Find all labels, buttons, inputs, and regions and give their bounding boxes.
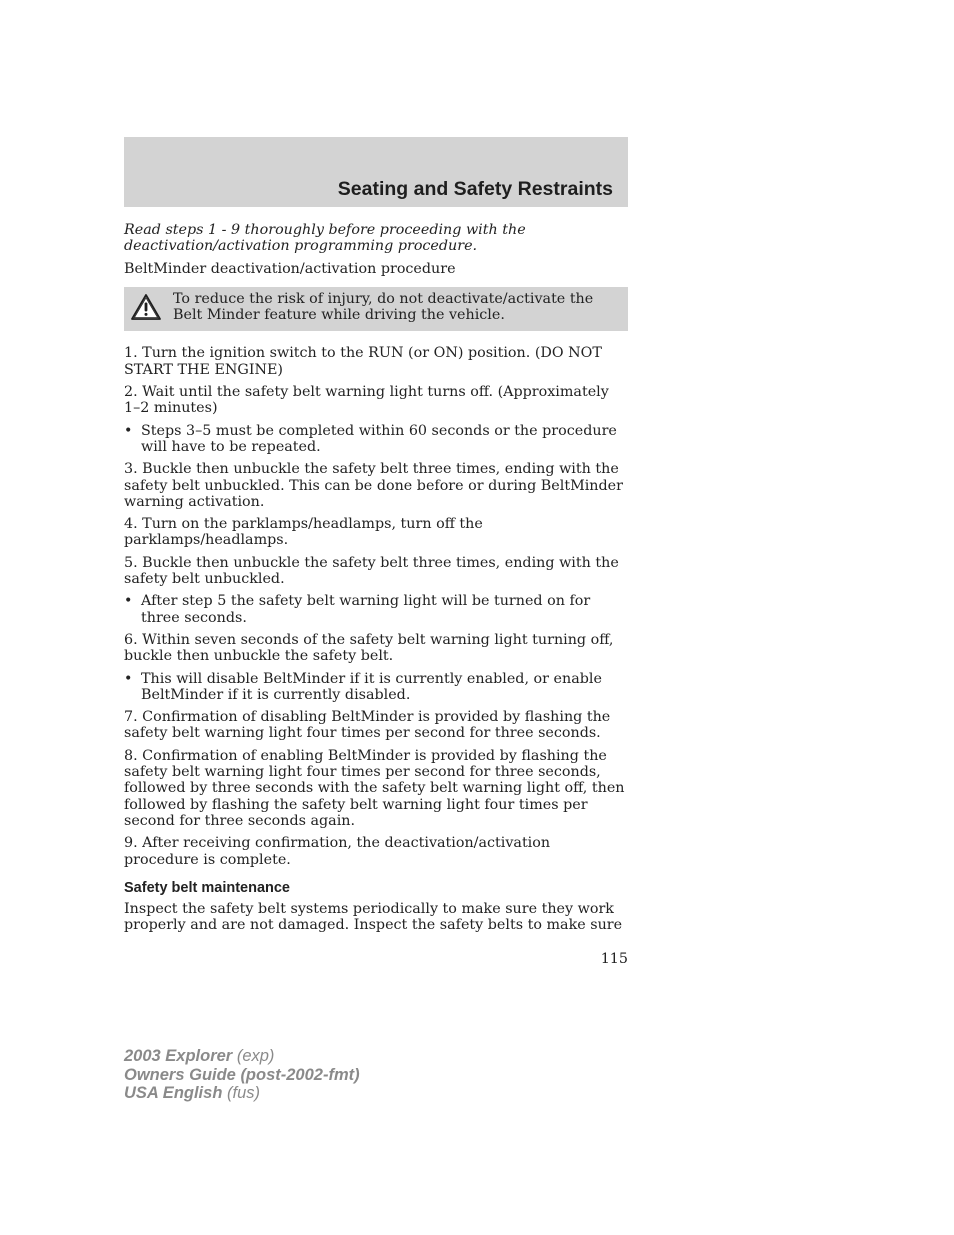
bullet-dot: • [124,670,133,687]
footer-model: 2003 Explorer [124,1047,233,1065]
step-7: 7. Confirmation of disabling BeltMinder is provided by flashing the safety belt warning light four times per second for three seconds. [124,709,611,742]
footer-model-code: (exp) [236,1047,275,1065]
warning-text: To reduce the risk of injury, do not deactivate/activate the Belt Minder feature while driving the vehicle. [173,290,594,324]
step-3: 3. Buckle then unbuckle the safety belt three times, ending with the safety belt unbuckled. This can be done before or during BeltMinder warning activation. [124,461,623,510]
step-1: 1. Turn the ignition switch to the RUN (or ON) position. (DO NOT START THE ENGINE) [124,345,602,378]
footer-language-code: (fus) [227,1084,260,1103]
step-4: 4. Turn on the parklamps/headlamps, turn off the parklamps/headlamps. [124,516,483,549]
document-footer [124,1047,360,1103]
bullet-text: This will disable BeltMinder if it is currently enabled, or enable BeltMinder if it is currently disabled. [141,670,602,703]
maintenance-heading: Safety belt maintenance [124,879,290,896]
intro-note: Read steps 1 - 9 thoroughly before proceeding with the deactivation/activation programming procedure. [124,222,526,255]
footer-line-1 [124,1047,360,1066]
footer-line-2 [124,1066,360,1085]
bullet-dot: • [124,593,133,610]
warning-box [124,287,628,332]
page-number: 115 [600,950,628,967]
bullet-dot: • [124,422,133,439]
step-2: 2. Wait until the safety belt warning light turns off. (Approximately 1–2 minutes) [124,384,609,417]
footer-line-3 [124,1084,360,1103]
bullet-item [124,593,628,626]
warning-triangle-icon [130,293,162,321]
bullet-text: After step 5 the safety belt warning light will be turned on for three seconds. [141,593,591,626]
procedure-title: BeltMinder deactivation/activation procedure [124,260,456,277]
section-title: Seating and Safety Restraints [337,178,613,200]
page-content [124,222,628,967]
footer-language: USA English [124,1084,223,1103]
maintenance-paragraph: Inspect the safety belt systems periodically to make sure they work properly and are not damaged. Inspect the safety belts to make sure [124,901,623,934]
step-5: 5. Buckle then unbuckle the safety belt three times, ending with the safety belt unbuckled. [124,554,619,588]
section-header-band [124,137,628,207]
bullet-item [124,671,628,704]
bullet-item [124,423,628,456]
step-9: 9. After receiving confirmation, the deactivation/activation procedure is complete. [124,835,551,868]
step-8: 8. Confirmation of enabling BeltMinder is provided by flashing the safety belt warning light four times per second for three seconds, followed by three seconds with the safety belt warning light off, then followed by flashing the safety belt warning light four times per second for three seconds again. [124,747,625,829]
step-6: 6. Within seven seconds of the safety belt warning light turning off, buckle then unbuckle the safety belt. [124,631,614,665]
bullet-text: Steps 3–5 must be completed within 60 seconds or the procedure will have to be repeated. [141,422,617,455]
footer-guide: Owners Guide (post-2002-fmt) [124,1065,360,1084]
